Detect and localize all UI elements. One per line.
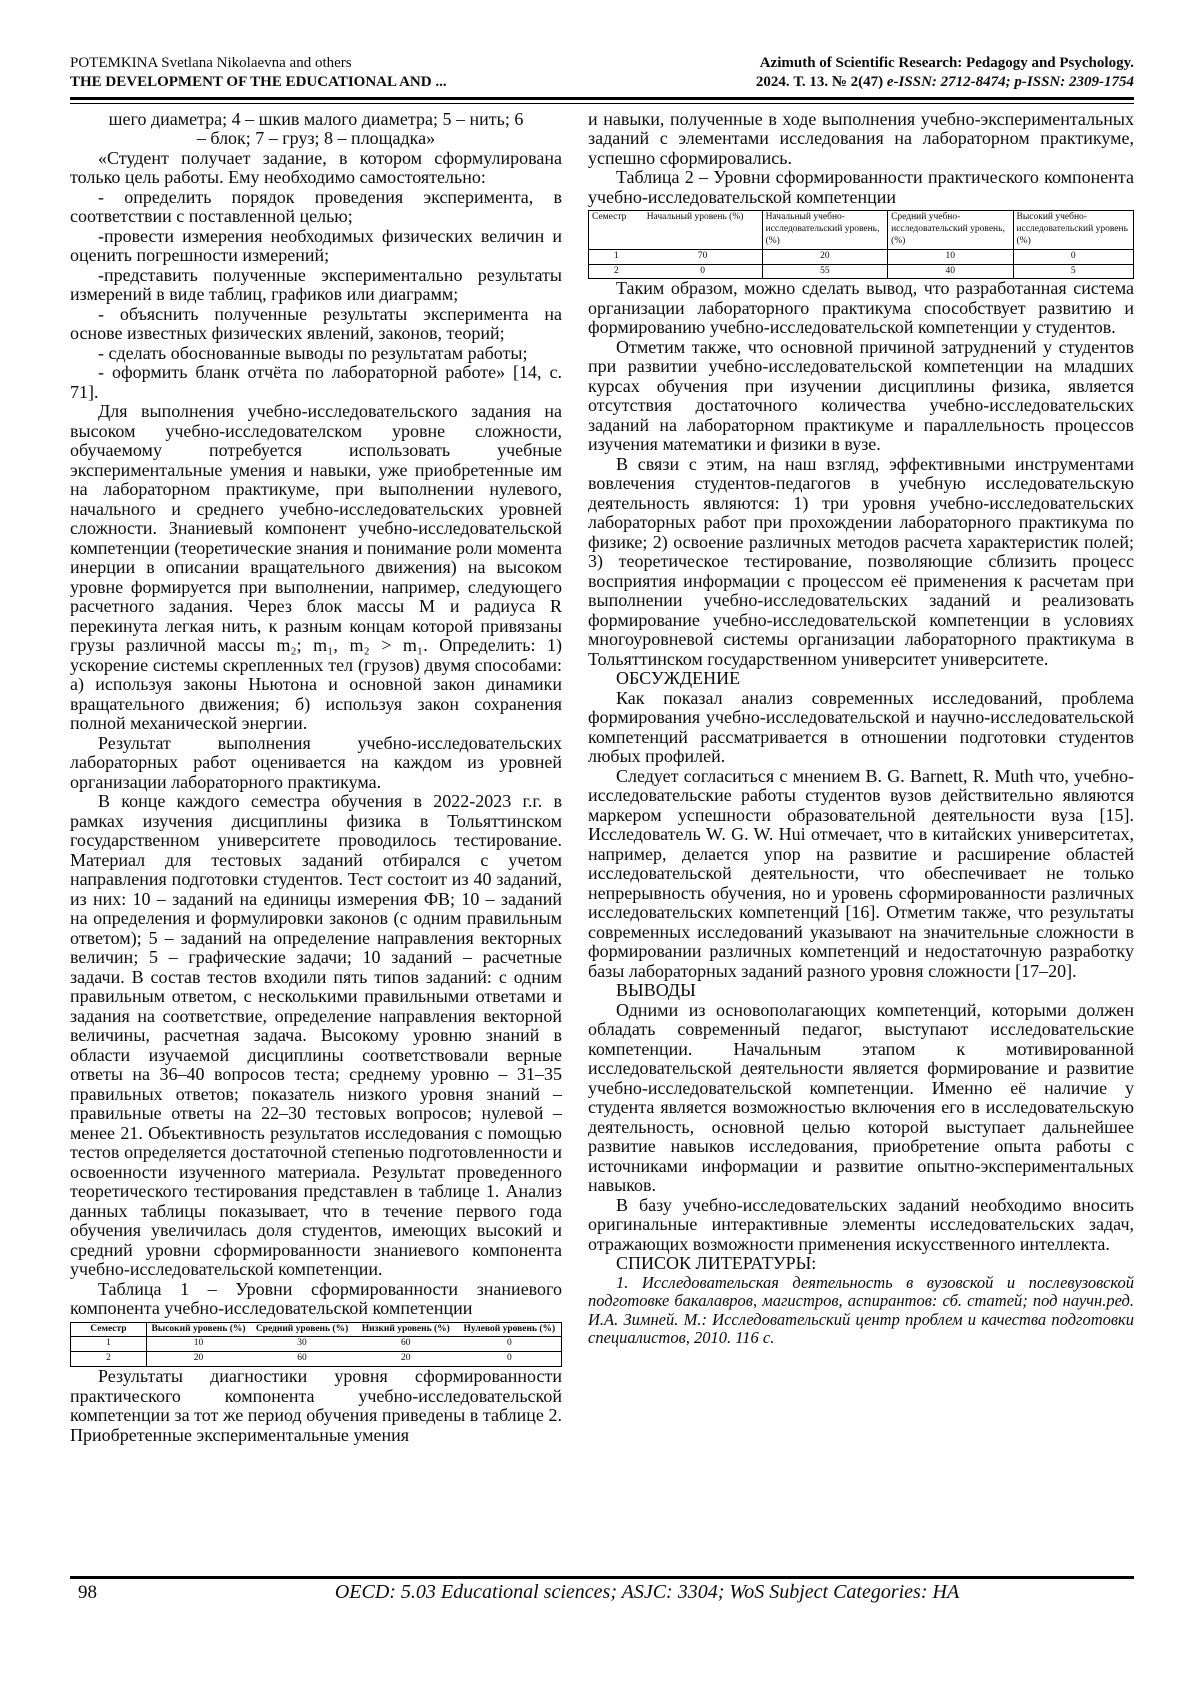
table-cell: 1 — [71, 1337, 147, 1352]
column-header: Средний уровень (%) — [250, 1322, 354, 1337]
article-body — [70, 110, 1134, 1576]
table-cell: 10 — [146, 1337, 250, 1352]
column-header: Средний учебно-исследовательский уровень, (%) — [888, 211, 1013, 250]
paragraph: Результаты диагностики уровня сформированности практического компонента учебно-исследовательской компетенции за тот же период обучения приведены в таблице 2. Приобретенные экспериментальные умения — [70, 1366, 562, 1445]
table2-caption: Таблица 2 – Уровни сформированности практического компонента учебно-исследовательской компетенции — [588, 167, 1134, 207]
page-number: 98 — [78, 1581, 97, 1603]
table-row — [71, 1337, 562, 1352]
paragraph: В связи с этим, на наш взгляд, эффективными инструментами вовлечения студентов-педагогов в учебную исследовательскую деятельность являются: 1) три уровня учебно-исследовательских лабораторных работ при прохождении лабораторного практикума по физике; 2) освоение различных методов расчета характеристик полей; 3) теоретическое тестирование, позволяющие сблизить процесс восприятия информации с процессом её применения к расчетам при выполнении учебно-исследовательских заданий и реализовать формирование учебно-исследовательской компетенции в условиях многоуровневой системы организации лабораторного практикума в Тольяттинском государственном университет университете. — [588, 453, 1134, 669]
table1 — [70, 1322, 562, 1368]
table-cell: 1 — [589, 249, 644, 264]
footer-classification-note: OECD: 5.03 Educational sciences; ASJC: 3304; WoS Subject Categories: HA — [334, 1580, 960, 1603]
list-item: - объяснить полученные результаты эксперимента на основе известных физических явлений, законов, теорий; — [70, 303, 562, 343]
list-item: - сделать обоснованные выводы по результатам работы; — [98, 342, 528, 363]
list-item: -представить полученные экспериментально результаты измерений в виде таблиц, графиков или диаграмм; — [70, 264, 562, 304]
table-cell: 0 — [458, 1337, 562, 1352]
paragraph: В конце каждого семестра обучения в 2022-2023 г.г. в рамках изучения дисциплины физика в Тольяттинском государственном университете проводилось тестирование. Материал для тестовых заданий отбирался с учетом направления подготовки студентов. Тест состоит из 40 заданий, из них: 10 – заданий на единицы измерения ФВ; 10 – заданий на определения и формулировки законов (с одним правильным ответом); 5 – заданий на определение направления векторных величин; 5 – графические задачи; 10 заданий – расчетные задачи. В состав тестов входили пять типов заданий: с одним правильным ответом, с несколькими правильными ответами и задания на соответствие, определение направления векторной величины, расчетная задача. Высокому уровню знаний в области изучаемой дисциплины соответствовали верные ответы на 36–40 вопросов теста; среднему уровню – 31–35 правильных ответов; показатель низкого уровня знаний – правильные ответы на 22–30 тестовых вопросов; нулевой – менее 21. Объективность результатов исследования с помощью тестов определяется достаточной степенью подготовленности и освоенности изученного материала. Результат проведенного теоретического тестирования представлен в таблице 1. Анализ данных таблицы показывает, что в течение первого года обучения увеличилась доля студентов, имеющих высокий и средний уровни сформированности знаниевого компонента учебно-исследовательской компетенции. — [70, 791, 562, 1279]
column-header: Высокий учебно-исследовательский уровень (%) — [1013, 211, 1133, 250]
running-author: POTEMKINA Svetlana Nikolaevna and others — [70, 55, 352, 71]
column-header: Высокий уровень (%) — [146, 1322, 250, 1337]
header-right — [756, 54, 1134, 92]
table-row — [589, 249, 1134, 264]
table-cell: 20 — [354, 1352, 458, 1367]
table-cell: 2 — [71, 1352, 147, 1367]
table-cell: 55 — [762, 264, 887, 279]
column-header: Начальный учебно-исследовательский уровень, (%) — [762, 211, 887, 250]
column-header: Начальный уровень (%) — [644, 211, 762, 250]
column-header: Семестр — [589, 211, 644, 250]
paragraph: Одними из основополагающих компетенций, которыми должен обладать современный педагог, выступают исследовательские компетенции. Начальным этапом к мотивированной исследовательской деятельности является формирование и развитие учебно-исследовательской компетенции. Именно её наличие у студента является возможностью включения его в исследовательскую деятельность, основной целью которой выступает дальнейшее развитие навыков исследования, приобретение опыта работы с источниками информации и развитие опытно-экспериментальных навыков. — [588, 999, 1134, 1196]
figure-caption-line: – блок; 7 – груз; 8 – площадка» — [196, 128, 436, 148]
list-item: - оформить бланк отчёта по лабораторной работе» [14, с. 71]. — [70, 362, 562, 402]
paragraph: Таким образом, можно сделать вывод, что разработанная система организации лабораторного практикума способствует развитию и формированию учебно-исследовательской компетенции у студентов. — [588, 278, 1134, 338]
table-cell: 5 — [1013, 264, 1133, 279]
table-cell: 30 — [250, 1337, 354, 1352]
figure-caption-line: шего диаметра; 4 – шкив малого диаметра; 5 – нить; 6 — [108, 109, 524, 129]
paragraph: «Студент получает задание, в котором сформулирована только цель работы. Ему необходимо самостоятельно: — [70, 147, 562, 187]
table1-caption: Таблица 1 – Уровни сформированности знаниевого компонента учебно-исследовательской компетенции — [70, 1278, 562, 1318]
list-item: -провести измерения необходимых физических величин и оценить погрешности измерений; — [70, 225, 562, 265]
table-cell: 60 — [250, 1352, 354, 1367]
table-cell: 20 — [146, 1352, 250, 1367]
section-heading-conclusions: ВЫВОДЫ — [616, 980, 696, 1001]
header-divider — [70, 97, 1134, 104]
column-header: Семестр — [71, 1322, 147, 1337]
table-cell: 0 — [644, 264, 762, 279]
reference-item: 1. Исследовательская деятельность в вузовской и послевузовской подготовке бакалавров, магистров, аспирантов: сб. статей; под научн.ред. И.А. Зимней. М.: Исследовательский центр проблем и качества подготовки специалистов, 2010. 116 с. — [588, 1272, 1134, 1348]
paragraph: Отметим также, что основной причиной затруднений у студентов при развитии учебно-исследовательской компетенции на младших курсах обучения при изучении дисциплины физика, является отсутствия достаточного количества учебно-исследовательских заданий на лабораторном практикуме и параллельность процессов изучения математики и физики в вузе. — [588, 336, 1134, 455]
table-row — [589, 264, 1134, 279]
table-cell: 0 — [1013, 249, 1133, 264]
paragraph: Как показал анализ современных исследований, проблема формирования учебно-исследовательской и научно-исследовательской компетенций рассматривается в отношении подготовки студентов любых профилей. — [588, 687, 1134, 767]
column-header: Низкий уровень (%) — [354, 1322, 458, 1337]
journal-issue-line — [756, 73, 1134, 92]
table-cell: 20 — [762, 249, 887, 264]
left-column — [70, 110, 562, 1576]
table-cell: 40 — [888, 264, 1013, 279]
journal-issn: e-ISSN: 2712-8474; p-ISSN: 2309-1754 — [886, 73, 1134, 90]
journal-title: Azimuth of Scientific Research: Pedagogy and Psychology. — [759, 55, 1134, 71]
right-column — [588, 110, 1134, 1576]
page-footer — [70, 1576, 1134, 1604]
page-header — [70, 54, 1134, 92]
paragraph: В базу учебно-исследовательских заданий необходимо вносить оригинальные интерактивные элементы исследовательских задач, отражающих возможности применения искусственного интеллекта. — [588, 1194, 1134, 1254]
paragraph: Для выполнения учебно-исследовательского задания на высоком учебно-исследователском уровне сложности, обучаемому потребуется использовать учебные экспериментальные умения и навыки, уже приобретенные им на лабораторном практикуме, при выполнении нулевого, начального и среднего учебно-исследовательских уровней сложности. Знаниевый компонент учебно-исследовательской компетенции (теоретические знания и понимание роли момента инерции в описании вращательного движения) на высоком уровне формируется при выполнении, например, следующего расчетного задания. Через блок массы M и радиуса R перекинута легкая нить, к разным концам которой привязаны грузы различной массы m₂; m₁, m₂ > m₁. Определить: 1) ускорение системы скрепленных тел (грузов) двумя способами: а) используя законы Ньютона и основной закон динамики вращательного движения; б) используя закон сохранения полной механической энергии. — [70, 401, 562, 733]
table-row — [71, 1352, 562, 1367]
journal-volume: 2024. Т. 13. № 2(47) — [755, 73, 884, 90]
table-cell: 60 — [354, 1337, 458, 1352]
paragraph: и навыки, полученные в ходе выполнения учебно-экспериментальных заданий с элементами исследования на лабораторном практикуме, успешно сформировались. — [588, 109, 1134, 168]
table2 — [588, 210, 1134, 279]
table-row — [589, 211, 1134, 250]
table-cell: 70 — [644, 249, 762, 264]
table-cell: 0 — [458, 1352, 562, 1367]
column-header: Нулевой уровень (%) — [458, 1322, 562, 1337]
paragraph: Следует согласиться с мнением B. G. Barnett, R. Muth что, учебно-исследовательские работы студентов вузов действительно являются маркером успешности образовательной деятельности вуза [15]. Исследователь W. G. W. Hui отмечает, что в китайских университетах, например, делается упор на развитие и расширение областей исследовательской деятельности, что обеспечивает не только непрерывность обучения, но и уровень сформированности различных исследовательских компетенций [16]. Отметим также, что результаты современных исследований указывают на значительные сложности в формировании различных компетенций и недостаточную разработку базы лабораторных заданий разного уровня сложности [17–20]. — [588, 765, 1134, 981]
table-row — [71, 1322, 562, 1337]
list-item: - определить порядок проведения эксперимента, в соответствии с поставленной целью; — [70, 186, 562, 226]
header-left — [70, 54, 447, 92]
table-cell: 2 — [589, 264, 644, 279]
section-heading-discussion: ОБСУЖДЕНИЕ — [616, 668, 741, 689]
running-title: THE DEVELOPMENT OF THE EDUCATIONAL AND ... — [70, 73, 447, 90]
section-heading-references: СПИСОК ЛИТЕРАТУРЫ: — [616, 1253, 817, 1274]
table-cell: 10 — [888, 249, 1013, 264]
paragraph: Результат выполнения учебно-исследовательских лабораторных работ оценивается на каждом из уровней организации лабораторного практикума. — [70, 732, 562, 792]
